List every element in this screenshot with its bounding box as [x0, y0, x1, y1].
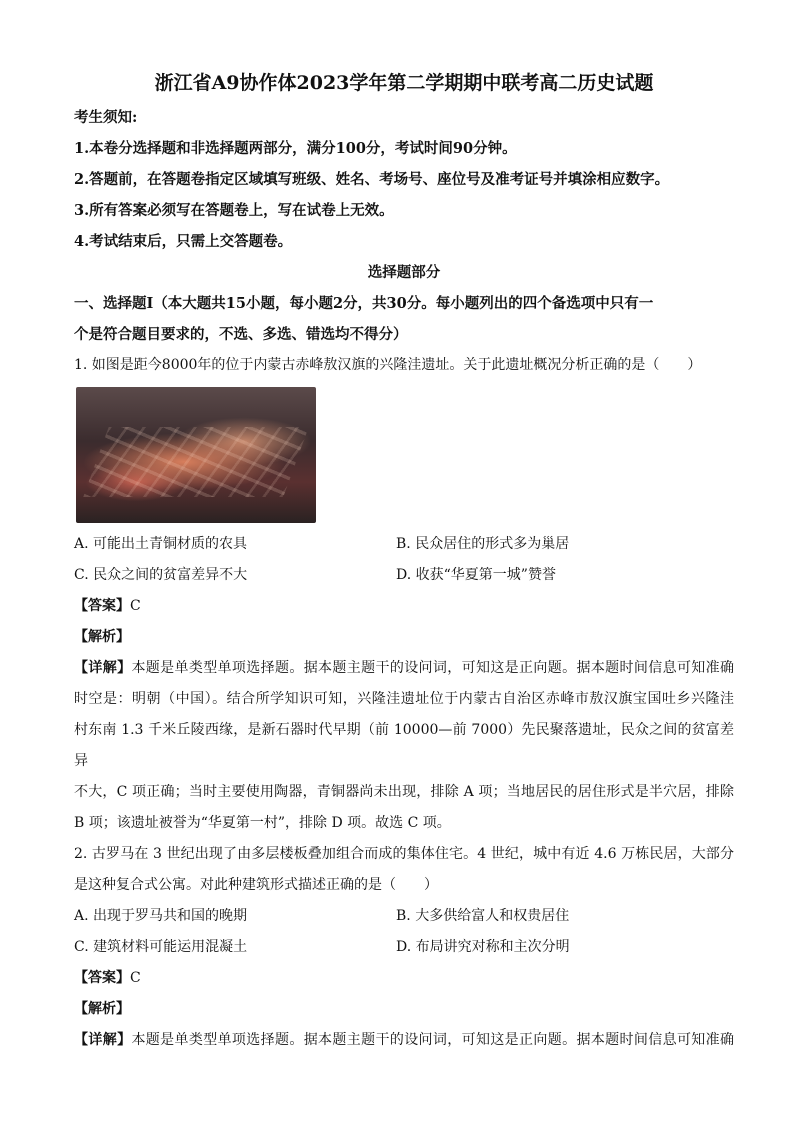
answer-value: C [130, 598, 141, 614]
part-intro-line-2: 个是符合题目要求的，不选、多选、错选均不得分） [74, 326, 408, 343]
question-2-option-d: D. 布局讲究对称和主次分明 [396, 939, 570, 955]
question-2-options-row-2 [74, 932, 734, 963]
question-1-detail-line-5: B 项；该遗址被誉为“华夏第一村”，排除 D 项。故选 C 项。 [74, 815, 451, 831]
question-2-options-row-1 [74, 901, 734, 932]
question-1-option-b: B. 民众居住的形式多为巢居 [396, 536, 570, 552]
question-1-option-d: D. 收获“华夏第一城”赞誉 [396, 567, 556, 583]
notice-item-4: 4.考试结束后，只需上交答题卷。 [74, 233, 293, 250]
section-title: 选择题部分 [367, 264, 441, 281]
question-1-detail-line-4: 不大，C 项正确；当时主要使用陶器，青铜器尚未出现，排除 A 项；当地居民的居住形式是半穴居，排除 [74, 784, 734, 800]
question-2-option-c: C. 建筑材料可能运用混凝土 [74, 939, 248, 955]
answer-label: 【答案】 [74, 970, 130, 986]
notice-item-3: 3.所有答案必须写在答题卷上，写在试卷上无效。 [74, 202, 394, 219]
question-1-options-row-2 [74, 560, 734, 591]
detail-text: 本题是单类型单项选择题。据本题主题干的设问词，可知这是正向题。据本题时间信息可知准确 [131, 660, 735, 676]
answer-label: 【答案】 [74, 598, 130, 614]
question-2-analysis-label: 【解析】 [74, 1001, 130, 1017]
question-2-answer [74, 963, 734, 994]
question-1-options-row-1 [74, 529, 734, 560]
question-2-option-b: B. 大多供给富人和权贵居住 [396, 908, 570, 924]
question-1-option-a: A. 可能出土青铜材质的农具 [74, 536, 248, 552]
notice-heading: 考生须知: [74, 109, 138, 126]
question-1-detail-line-3: 村东南 1.3 千米丘陵西缘，是新石器时代早期（前 10000—前 7000）先民聚落遗址，民众之间的贫富差异 [74, 722, 734, 769]
question-2-stem-line-1: 2. 古罗马在 3 世纪出现了由多层楼板叠加组合而成的集体住宅。4 世纪，城中有近 4.6 万栋民居，大部分 [74, 846, 734, 862]
question-2-stem-line-2: 是这种复合式公寓。对此种建筑形式描述正确的是（ ） [74, 877, 438, 893]
answer-value: C [130, 970, 141, 986]
question-2-option-a: A. 出现于罗马共和国的晚期 [74, 908, 248, 924]
question-2-detail-line-1 [74, 1025, 734, 1056]
notice-item-2: 2.答题前，在答题卷指定区域填写班级、姓名、考场号、座位号及准考证号并填涂相应数字。 [74, 171, 670, 188]
part-intro-line-1: 一、选择题Ⅰ（本大题共15小题，每小题2分，共30分。每小题列出的四个备选项中只有一 [74, 295, 654, 312]
detail-label: 【详解】 [74, 1032, 132, 1048]
question-1-detail-line-2: 时空是：明朝（中国）。结合所学知识可知，兴隆洼遗址位于内蒙古自治区赤峰市敖汉旗宝国吐乡兴隆洼 [74, 691, 734, 707]
question-1-detail-line-1 [74, 653, 734, 684]
question-1-option-c: C. 民众之间的贫富差异不大 [74, 567, 248, 583]
notice-item-1: 1.本卷分选择题和非选择题两部分，满分100分，考试时间90分钟。 [74, 140, 517, 157]
question-1-analysis-label: 【解析】 [74, 629, 130, 645]
exam-page [74, 66, 734, 1056]
question-1-answer [74, 591, 734, 622]
page-title: 浙江省A9协作体2023学年第二学期期中联考高二历史试题 [154, 72, 654, 94]
question-1-stem: 1. 如图是距今8000年的位于内蒙古赤峰敖汉旗的兴隆洼遗址。关于此遗址概况分析正确的是（ ） [74, 357, 702, 373]
archaeological-site-photo [76, 387, 316, 523]
detail-label: 【详解】 [74, 660, 132, 676]
detail-text: 本题是单类型单项选择题。据本题主题干的设问词，可知这是正向题。据本题时间信息可知准确 [131, 1032, 735, 1048]
